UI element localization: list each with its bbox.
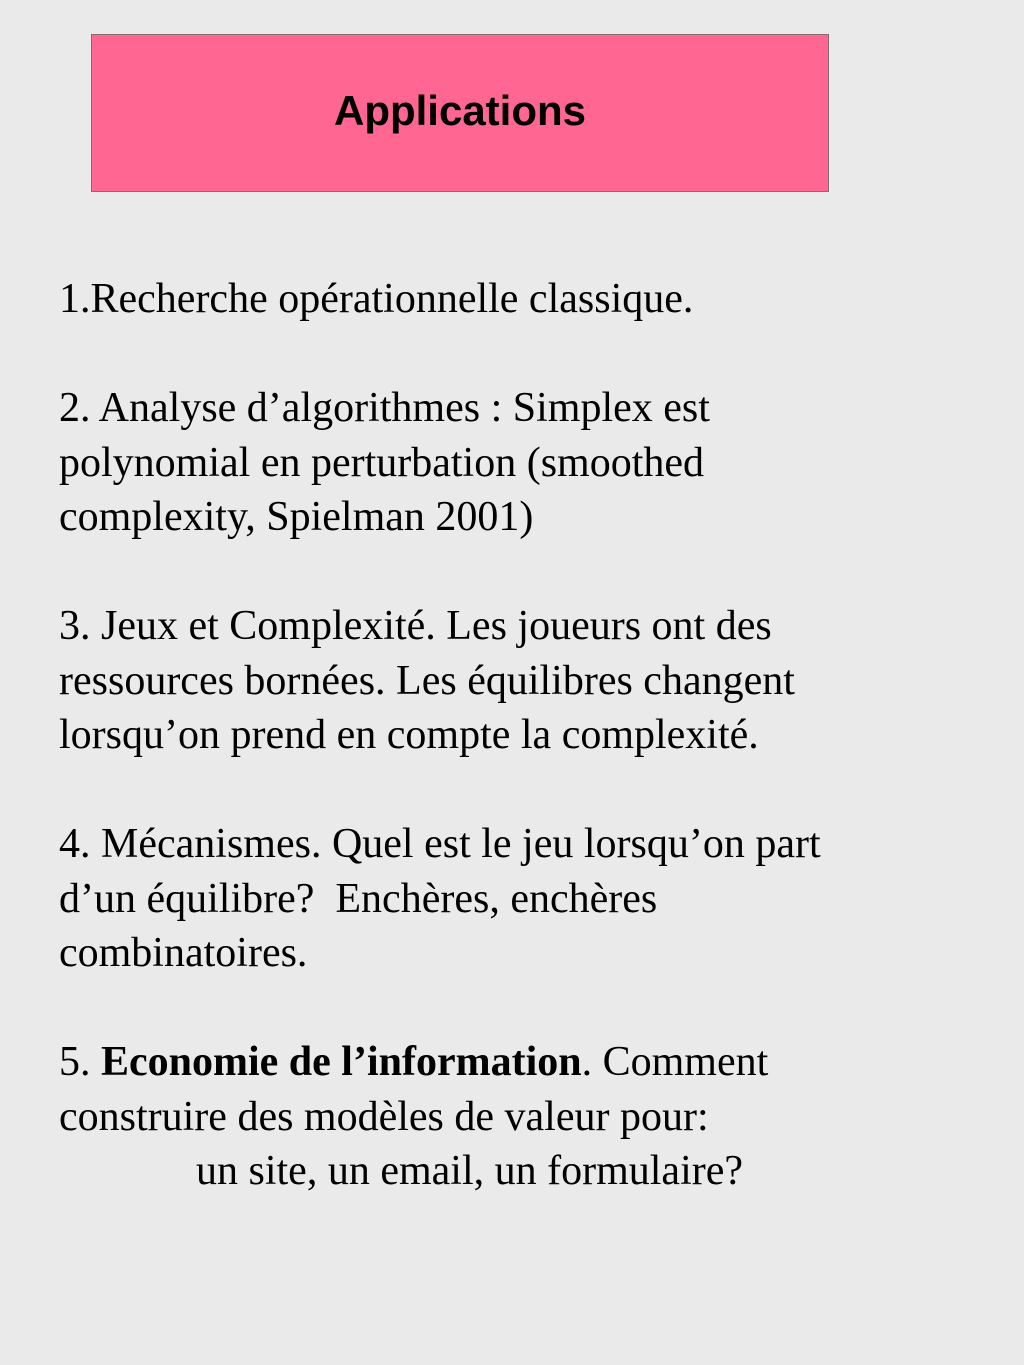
list-item-2 xyxy=(59,381,989,545)
item-5-line-2: construire des modèles de valeur pour: xyxy=(59,1093,709,1140)
list-item-3 xyxy=(59,599,989,763)
list-item-5 xyxy=(59,1035,989,1199)
slide-body xyxy=(59,272,989,1199)
item-4-line-3: combinatoires. xyxy=(59,930,308,976)
title-banner xyxy=(91,34,829,192)
item-5-line-1 xyxy=(59,1035,989,1090)
item-2-line-1: 2. Analyse d’algorithmes : Simplex est xyxy=(59,385,710,431)
item-2-line-2: polynomial en perturbation (smoothed xyxy=(59,439,705,486)
slide-title: Applications xyxy=(333,87,587,134)
item-2-line-3: complexity, Spielman 2001) xyxy=(59,494,534,540)
item-4-line-1: 4. Mécanismes. Quel est le jeu lorsqu’on part xyxy=(59,821,821,867)
item-3-line-1: 3. Jeux et Complexité. Les joueurs ont des xyxy=(59,603,772,649)
item-1-line-1: 1.Recherche opérationnelle classique. xyxy=(59,276,694,322)
item-5-bold-heading: Economie de l’information xyxy=(101,1039,582,1085)
list-item-1 xyxy=(59,272,989,327)
list-item-4 xyxy=(59,817,989,981)
item-3-line-2: ressources bornées. Les équilibres changent xyxy=(59,657,795,704)
item-4-line-2: d’un équilibre? Enchères, enchères xyxy=(59,875,658,922)
item-3-line-3: lorsqu’on prend en compte la complexité. xyxy=(59,712,759,758)
item-5-line-3: un site, un email, un formulaire? xyxy=(196,1148,744,1194)
item-5-rest: . Comment xyxy=(581,1039,769,1085)
item-5-number: 5. xyxy=(59,1039,101,1085)
